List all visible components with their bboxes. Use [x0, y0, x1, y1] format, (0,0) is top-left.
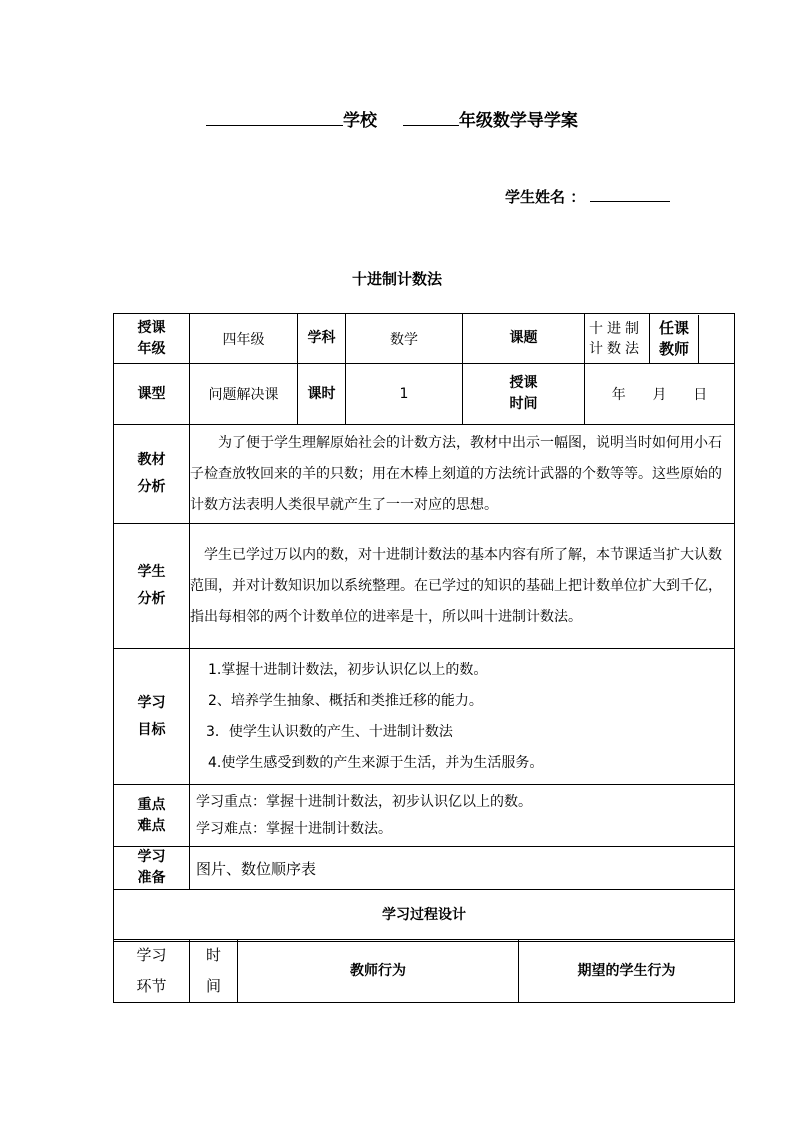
topic-label-cell: 课题: [463, 314, 585, 364]
date-value-cell: 年 月 日: [585, 364, 735, 425]
key-point-text: 学习重点：掌握十进制计数法，初步认识亿以上的数。: [196, 793, 532, 810]
grade-title-label: 年级数学导学案: [458, 111, 578, 131]
student-name-label: 学生姓名 ：: [505, 188, 586, 206]
student-analysis-text: 学生已学过万以内的数，对十进制计数法的基本内容有所了解，本节课适当扩大认数范围，并对计数知识加以系统整理。在已学过的知识的基础上把计数单位扩大到千亿，指出每相邻的两个计数单位的进率是十，所以叫十进制计数法。: [190, 524, 735, 649]
teacher-cell: [650, 314, 735, 364]
grade-value-cell: 四年级: [190, 314, 298, 364]
type-value-cell: 问题解决课: [190, 364, 298, 425]
student-name-line: [505, 186, 670, 207]
table-row: [114, 649, 735, 785]
table-row: [114, 940, 735, 1003]
goal-item: 4.使学生感受到数的产生来源于生活，并为生活服务。: [208, 754, 544, 771]
lesson-plan-table: [113, 313, 735, 942]
keypoints-label-cell: 重点 难点: [114, 785, 190, 847]
textbook-label-cell: 教材 分析: [114, 425, 190, 524]
topic-value-cell: 十进制计数法: [585, 314, 650, 364]
student-name-blank: [590, 187, 670, 202]
grade-blank: [403, 109, 459, 126]
teacher-behavior-header: 教师行为: [238, 940, 519, 1003]
hours-value-cell: 1: [346, 364, 463, 425]
goals-label-cell: 学习 目标: [114, 649, 190, 785]
process-title: 学习过程设计: [114, 890, 735, 942]
table-row: [114, 524, 735, 649]
table-row: [114, 890, 735, 942]
keypoints-cell: [190, 785, 735, 847]
hours-label-cell: 课时: [298, 364, 346, 425]
school-blank: [206, 109, 343, 126]
teacher-value: [699, 315, 734, 363]
subject-label-cell: 学科: [298, 314, 346, 364]
prep-text: 图片、数位顺序表: [190, 847, 735, 890]
student-behavior-header: 期望的学生行为: [519, 940, 735, 1003]
date-label-cell: 授课 时间: [463, 364, 585, 425]
table-row: [114, 364, 735, 425]
textbook-analysis-text: 为了便于学生理解原始社会的计数方法，教材中出示一幅图，说明当时如何用小石子检查放牧回来的羊的只数；用在木棒上刻道的方法统计武器的个数等等。这些原始的计数方法表明人类很早就产生了一一对应的思想。: [190, 425, 735, 524]
table-row: [114, 314, 735, 364]
stage-header: 学习 环节: [114, 940, 190, 1003]
type-label-cell: 课型: [114, 364, 190, 425]
goal-item: 1.掌握十进制计数法，初步认识亿以上的数。: [208, 661, 488, 678]
difficult-point-text: 学习难点：掌握十进制计数法。: [196, 820, 392, 837]
subject-value-cell: 数学: [346, 314, 463, 364]
school-label: 学校: [343, 111, 377, 131]
table-row: [114, 425, 735, 524]
goals-list: [190, 649, 735, 785]
time-header: 时 间: [190, 940, 238, 1003]
table-row: [114, 847, 735, 890]
document-title: [206, 106, 606, 131]
grade-label-cell: 授课 年级: [114, 314, 190, 364]
teacher-label: 任课 教师: [650, 315, 699, 363]
lesson-title: 十进制计数法: [351, 270, 442, 288]
goal-item: 2、培养学生抽象、概括和类推迁移的能力。: [208, 692, 483, 709]
goal-item: 3．使学生认识数的产生、十进制计数法: [206, 723, 453, 740]
process-header-table: [113, 939, 735, 1003]
table-row: [114, 785, 735, 847]
prep-label-cell: 学习 准备: [114, 847, 190, 890]
students-label-cell: 学生 分析: [114, 524, 190, 649]
